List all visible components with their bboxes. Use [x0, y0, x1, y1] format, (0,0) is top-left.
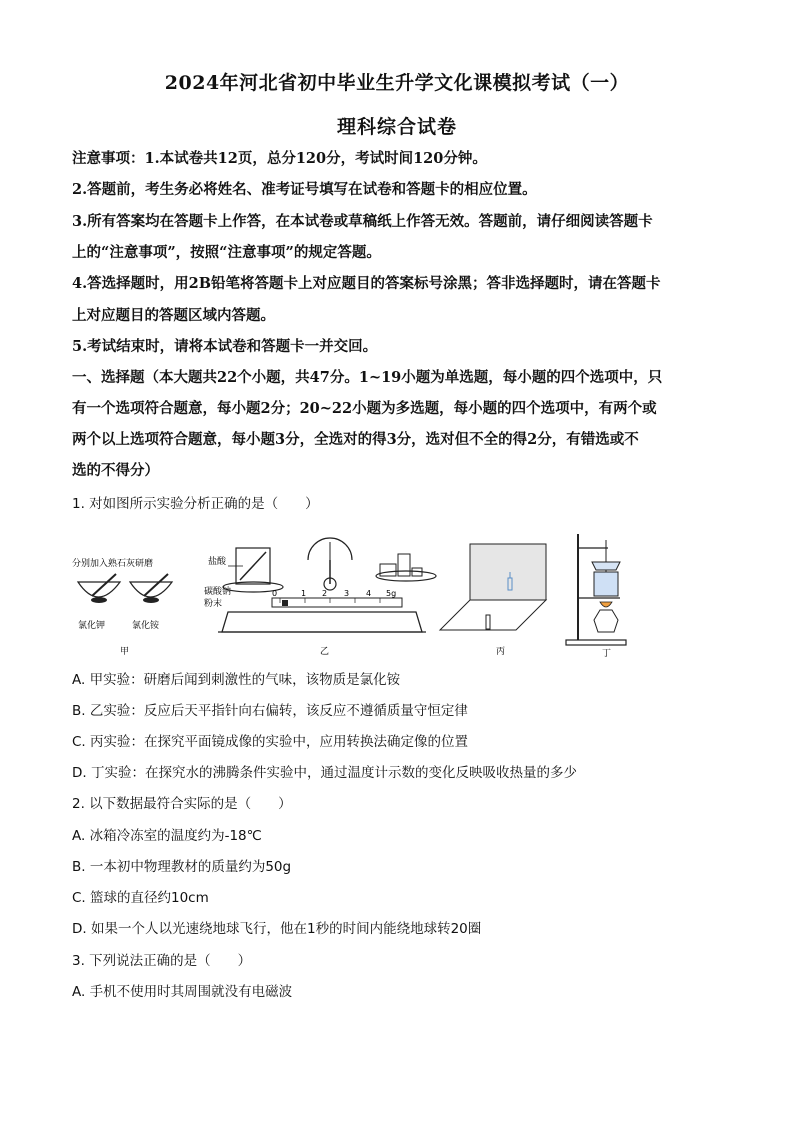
- figure-jia-mortars: [72, 557, 172, 657]
- section-instructions-2: 有一个选项符合题意，每小题2分；20~22小题为多选题，每小题的四个选项中，有两个或: [72, 400, 657, 417]
- figure-yi-balance: [204, 538, 436, 657]
- section-instructions-3: 两个以上选项符合题意，每小题3分，全选对的得3分，选对但不全的得2分，有错选或不: [72, 431, 639, 448]
- scale-2: 2: [322, 589, 328, 598]
- q2-option-a: A. 冰箱冷冻室的温度约为-18℃: [72, 828, 262, 844]
- exam-title: 2024年河北省初中毕业生升学文化课模拟考试（一）: [164, 72, 630, 94]
- q3-option-a: A. 手机不使用时其周围就没有电磁波: [72, 984, 293, 1000]
- note-2: 2.答题前，考生务必将姓名、准考证号填写在试卷和答题卡的相应位置。: [72, 181, 537, 198]
- jia-caption: 分别加入熟石灰研磨: [72, 559, 154, 569]
- exam-subtitle: 理科综合试卷: [336, 116, 457, 138]
- nh4cl-label: 氯化铵: [132, 621, 160, 631]
- question-3-stem: 3. 下列说法正确的是（ ）: [72, 953, 252, 969]
- note-5: 5.考试结束时，请将本试卷和答题卡一并交回。: [72, 338, 378, 355]
- scale-0: 0: [272, 589, 278, 598]
- scale-4: 4: [366, 589, 372, 598]
- question-2-stem: 2. 以下数据最符合实际的是（ ）: [72, 796, 292, 812]
- question-1-stem: 1. 对如图所示实验分析正确的是（ ）: [72, 496, 319, 512]
- experiment-figure: [68, 520, 628, 660]
- note-3b: 上的“注意事项”，按照“注意事项”的规定答题。: [72, 244, 381, 261]
- scale-5: 5g: [386, 589, 397, 598]
- q2-option-c: C. 篮球的直径约10cm: [72, 890, 209, 906]
- na2co3-label-2: 粉末: [204, 599, 223, 609]
- figure-bing-mirror: [440, 544, 546, 657]
- q1-option-c: C. 丙实验：在探究平面镜成像的实验中，应用转换法确定像的位置: [72, 734, 469, 750]
- hcl-label: 盐酸: [208, 557, 227, 567]
- q1-option-a: A. 甲实验：研磨后闻到刺激性的气味，该物质是氯化铵: [72, 672, 401, 688]
- section-instructions-4: 选的不得分）: [72, 462, 159, 479]
- q1-option-d: D. 丁实验：在探究水的沸腾条件实验中，通过温度计示数的变化反映吸收热量的多少: [72, 765, 577, 781]
- q2-option-b: B. 一本初中物理教材的质量约为50g: [72, 859, 292, 875]
- scale-1: 1: [301, 589, 307, 598]
- note-4a: 4.答选择题时，用2B铅笔将答题卡上对应题目的答案标号涂黑；答非选择题时，请在答题卡: [72, 275, 661, 292]
- label-bing: 丙: [496, 647, 506, 657]
- kcl-label: 氯化钾: [78, 621, 106, 631]
- q2-option-d: D. 如果一个人以光速绕地球飞行，他在1秒的时间内能绕地球转20圈: [72, 921, 482, 937]
- note-1: 注意事项：1.本试卷共12页，总分120分，考试时间120分钟。: [72, 150, 487, 167]
- label-yi: 乙: [320, 647, 330, 657]
- note-3a: 3.所有答案均在答题卡上作答，在本试卷或草稿纸上作答无效。答题前，请仔细阅读答题卡: [72, 213, 653, 230]
- na2co3-label-1: 碳酸钠: [204, 587, 232, 597]
- label-ding: 丁: [602, 649, 612, 659]
- note-4b: 上对应题目的答题区域内答题。: [72, 307, 275, 324]
- scale-3: 3: [344, 589, 350, 598]
- section-instructions-1: 一、选择题（本大题共22个小题，共47分。1~19小题为单选题，每小题的四个选项中，只: [72, 369, 663, 386]
- q1-option-b: B. 乙实验：反应后天平指针向右偏转，该反应不遵循质量守恒定律: [72, 703, 468, 719]
- figure-ding-boiling: [566, 534, 626, 659]
- label-jia: 甲: [120, 647, 130, 657]
